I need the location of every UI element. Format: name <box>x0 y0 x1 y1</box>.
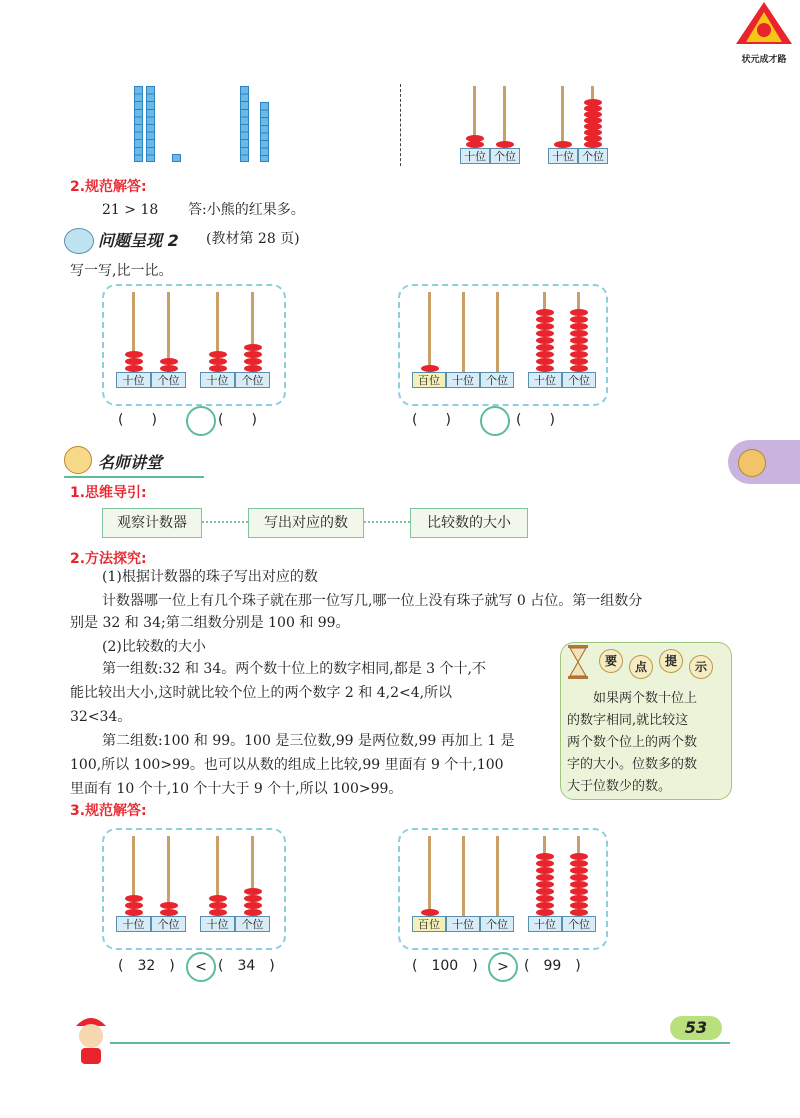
blank-right-b[interactable]: ( ) <box>516 412 555 428</box>
problem2-title: 问题呈现 2 <box>98 231 179 250</box>
ten-stick <box>240 86 249 162</box>
abacus-bead <box>496 141 514 148</box>
abacus-bead <box>570 853 588 860</box>
ones-label: 个位 <box>480 372 514 388</box>
abacus-bead <box>125 909 143 916</box>
brand-logo <box>734 0 794 64</box>
method-line: 里面有 10 个十,10 个十大于 9 个十,所以 100>99。 <box>70 781 403 797</box>
abacus-rod <box>496 292 499 372</box>
abacus-bead <box>244 895 262 902</box>
hundreds-label: 百位 <box>412 916 446 932</box>
abacus-bead <box>536 888 554 895</box>
ones-label: 个位 <box>562 916 596 932</box>
abacus-bead <box>584 105 602 112</box>
abacus-bead <box>536 316 554 323</box>
answer-value: 100 <box>431 958 459 974</box>
ones-label: 个位 <box>490 148 520 164</box>
abacus-bead <box>244 909 262 916</box>
abacus-bead <box>570 881 588 888</box>
abacus-rod <box>496 836 499 916</box>
abacus-bead <box>160 358 178 365</box>
section-a-heading: 2.规范解答: <box>70 179 147 195</box>
ones-label: 个位 <box>235 916 270 932</box>
abacus-bead <box>536 344 554 351</box>
abacus-bead <box>570 351 588 358</box>
problem2-banner <box>64 226 324 256</box>
abacus-bead <box>536 330 554 337</box>
abacus-bead <box>584 99 602 106</box>
abacus-bead <box>536 337 554 344</box>
abacus-sol-100 <box>412 836 514 936</box>
abacus-bead <box>570 888 588 895</box>
method-line: 计数器哪一位上有几个珠子就在那一位写几,哪一位上没有珠子就写 0 占位。第一组数分 <box>102 593 643 609</box>
abacus-bead <box>536 309 554 316</box>
abacus-rod <box>428 836 431 916</box>
divider-line <box>400 84 401 166</box>
abacus-bead <box>570 316 588 323</box>
method-line: 第二组数:100 和 99。100 是三位数,99 是两位数,99 再加上 1 是 <box>102 733 515 749</box>
hundreds-label: 百位 <box>412 372 446 388</box>
abacus-bead <box>160 902 178 909</box>
ten-stick <box>146 86 155 162</box>
abacus-bead <box>244 902 262 909</box>
method-line: 第一组数:32 和 34。两个数十位上的数字相同,都是 3 个十,不 <box>102 661 486 677</box>
teacher-banner <box>64 446 204 478</box>
answer-value: 32 <box>137 958 156 974</box>
abacus-bead <box>536 358 554 365</box>
tens-label: 十位 <box>200 372 235 388</box>
abacus-bead <box>536 881 554 888</box>
abacus-bead <box>536 365 554 372</box>
brand-name: 状元成才路 <box>741 55 787 65</box>
answer-value: 99 <box>543 958 562 974</box>
footer-mascot-icon <box>66 1008 116 1066</box>
section-a-answer: 答:小熊的红果多。 <box>188 202 305 218</box>
abacus-bead <box>536 902 554 909</box>
compare-circle-right: > <box>488 952 518 982</box>
abacus-bead <box>570 337 588 344</box>
footer-rule <box>110 1042 730 1044</box>
tip-char: 提 <box>659 649 683 673</box>
abacus-bead <box>125 902 143 909</box>
abacus-top-left <box>460 82 520 164</box>
ones-label: 个位 <box>578 148 608 164</box>
step3-heading: 3.规范解答: <box>70 803 147 819</box>
blank-left-a[interactable]: ( ) <box>118 412 157 428</box>
flow-step-observe: 观察计数器 <box>102 508 202 538</box>
flow-arrow-icon <box>202 521 248 523</box>
abacus-bead <box>570 330 588 337</box>
abacus-bead <box>125 351 143 358</box>
abacus-bead <box>570 895 588 902</box>
abacus-bead <box>570 365 588 372</box>
ones-label: 个位 <box>151 372 186 388</box>
abacus-sol-99 <box>528 836 596 936</box>
abacus-bead <box>209 909 227 916</box>
abacus-bead <box>536 853 554 860</box>
abacus-bead <box>244 351 262 358</box>
tip-char: 要 <box>599 649 623 673</box>
section-a-expression: 21 > 18 <box>102 202 159 218</box>
eight-stick <box>260 102 269 162</box>
tip-line: 字的大小。位数多的数 <box>567 757 698 772</box>
abacus-bead <box>536 867 554 874</box>
method-line: 能比较出大小,这时就比较个位上的两个数字 2 和 4,2<4,所以 <box>70 685 453 701</box>
abacus-bead <box>536 351 554 358</box>
abacus-bead <box>466 135 484 142</box>
method-line: (2)比较数的大小 <box>102 639 206 655</box>
unit-cube <box>172 154 181 162</box>
abacus-bead <box>209 358 227 365</box>
problem2-instruction: 写一写,比一比。 <box>70 263 173 279</box>
side-tab[interactable] <box>728 440 800 484</box>
teacher-mascot-icon <box>64 446 92 474</box>
abacus-bead <box>570 902 588 909</box>
abacus-bead <box>584 129 602 136</box>
abacus-sol-34 <box>200 836 270 936</box>
abacus-bead <box>209 365 227 372</box>
abacus-rod <box>462 836 465 916</box>
tens-label: 十位 <box>446 916 480 932</box>
abacus-bead <box>125 365 143 372</box>
abacus-bead <box>536 860 554 867</box>
abacus-ex-32 <box>116 292 186 392</box>
problem-mascot-icon <box>64 228 94 254</box>
abacus-bead <box>125 895 143 902</box>
abacus-bead <box>244 344 262 351</box>
abacus-rod <box>503 86 506 148</box>
tip-line: 两个数个位上的两个数 <box>567 735 698 750</box>
abacus-ex-34 <box>200 292 270 392</box>
tip-char: 示 <box>689 655 713 679</box>
abacus-top-right <box>548 82 608 164</box>
tens-label: 十位 <box>116 916 151 932</box>
blank-right-a[interactable]: ( ) <box>412 412 451 428</box>
cube-sticks-illustration <box>130 86 280 166</box>
step1-heading: 1.思维导引: <box>70 485 147 501</box>
abacus-bead <box>125 358 143 365</box>
hourglass-icon <box>567 645 589 679</box>
ones-label: 个位 <box>235 372 270 388</box>
method-line: 别是 32 和 34;第二组数分别是 100 和 99。 <box>70 615 350 631</box>
ones-label: 个位 <box>480 916 514 932</box>
abacus-bead <box>536 874 554 881</box>
ones-label: 个位 <box>562 372 596 388</box>
abacus-bead <box>244 365 262 372</box>
abacus-bead <box>209 895 227 902</box>
abacus-bead <box>244 888 262 895</box>
tens-label: 十位 <box>460 148 490 164</box>
abacus-bead <box>421 909 439 916</box>
abacus-bead <box>536 323 554 330</box>
abacus-bead <box>536 909 554 916</box>
abacus-bead <box>584 123 602 130</box>
abacus-bead <box>209 902 227 909</box>
flow-step-compare: 比较数的大小 <box>410 508 528 538</box>
abacus-bead <box>536 895 554 902</box>
ten-stick <box>134 86 143 162</box>
abacus-bead <box>160 365 178 372</box>
blank-left-b[interactable]: ( ) <box>218 412 257 428</box>
compare-circle-empty-left[interactable] <box>186 406 216 436</box>
abacus-bead <box>570 860 588 867</box>
abacus-bead <box>570 909 588 916</box>
method-line: (1)根据计数器的珠子写出对应的数 <box>102 569 318 585</box>
flow-arrow-icon <box>364 521 410 523</box>
ones-label: 个位 <box>151 916 186 932</box>
tens-label: 十位 <box>116 372 151 388</box>
answer-left-b: ( 34 ) <box>218 958 275 974</box>
teacher-title: 名师讲堂 <box>98 453 163 472</box>
tip-char: 点 <box>629 655 653 679</box>
tip-line: 的数字相同,就比较这 <box>567 713 689 728</box>
abacus-rod <box>561 86 564 148</box>
abacus-bead <box>421 365 439 372</box>
abacus-bead <box>160 909 178 916</box>
answer-left-a: ( 32 ) <box>118 958 175 974</box>
tens-label: 十位 <box>200 916 235 932</box>
tens-label: 十位 <box>528 916 562 932</box>
step2-heading: 2.方法探究: <box>70 551 147 567</box>
tip-line: 大于位数少的数。 <box>567 779 672 794</box>
abacus-bead <box>209 351 227 358</box>
abacus-bead <box>570 323 588 330</box>
tens-label: 十位 <box>548 148 578 164</box>
abacus-rod <box>462 292 465 372</box>
tip-box <box>560 642 732 800</box>
abacus-bead <box>466 141 484 148</box>
method-line: 32<34。 <box>70 709 132 725</box>
method-line: 100,所以 100>99。也可以从数的组成上比较,99 里面有 9 个十,100 <box>70 757 504 773</box>
abacus-ex-99 <box>528 292 596 392</box>
tens-label: 十位 <box>528 372 562 388</box>
flow-step-write: 写出对应的数 <box>248 508 364 538</box>
abacus-bead <box>570 309 588 316</box>
abacus-bead <box>570 358 588 365</box>
abacus-bead <box>584 135 602 142</box>
abacus-bead <box>570 874 588 881</box>
abacus-bead <box>570 344 588 351</box>
abacus-bead <box>554 141 572 148</box>
abacus-bead <box>244 358 262 365</box>
abacus-sol-32 <box>116 836 186 936</box>
answer-right-b: ( 99 ) <box>524 958 581 974</box>
problem2-note: (教材第 28 页) <box>206 231 300 247</box>
bear-icon <box>738 449 766 477</box>
answer-value: 34 <box>237 958 256 974</box>
answer-right-a: ( 100 ) <box>412 958 478 974</box>
abacus-bead <box>584 141 602 148</box>
tip-line: 如果两个数十位上 <box>593 691 698 706</box>
compare-circle-left: < <box>186 952 216 982</box>
logo-triangle-icon <box>734 0 794 46</box>
abacus-bead <box>584 111 602 118</box>
abacus-rod <box>428 292 431 372</box>
tens-label: 十位 <box>446 372 480 388</box>
abacus-ex-100 <box>412 292 514 392</box>
abacus-bead <box>584 117 602 124</box>
page-number: 53 <box>670 1016 722 1040</box>
abacus-bead <box>570 867 588 874</box>
compare-circle-empty-right[interactable] <box>480 406 510 436</box>
